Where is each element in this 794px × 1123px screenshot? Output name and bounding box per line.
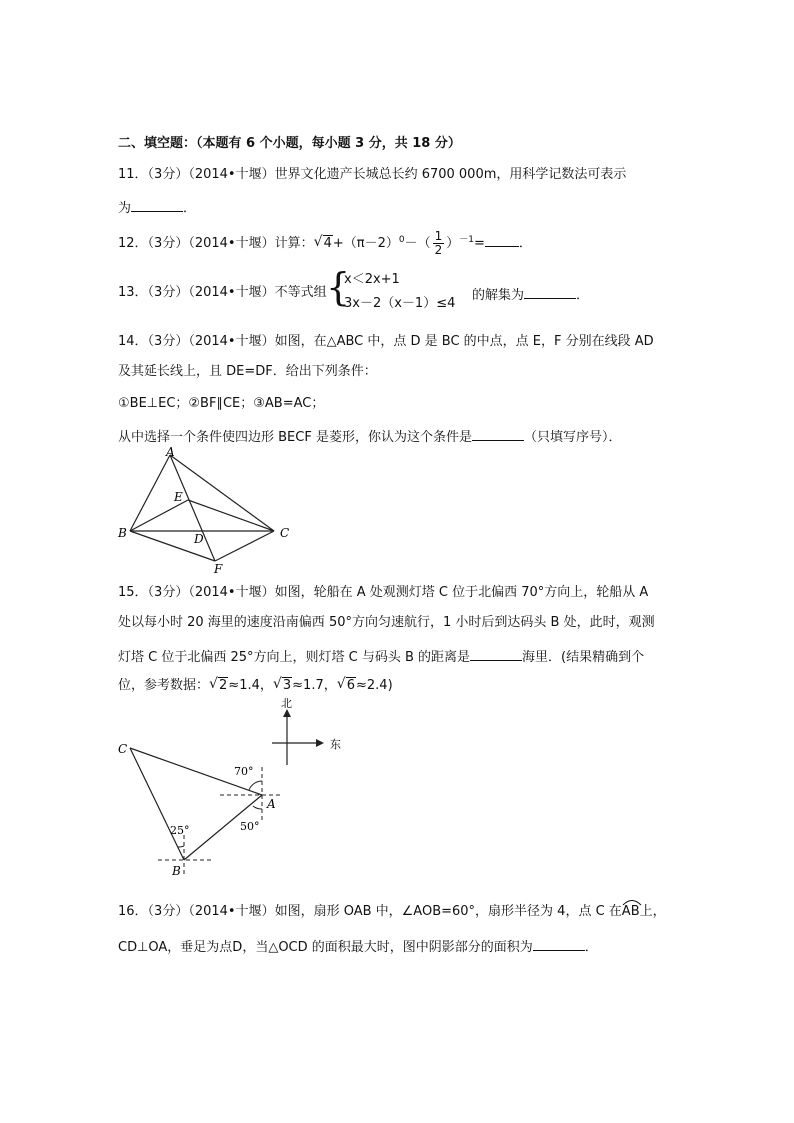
angle-25: 25°	[170, 824, 190, 837]
q12-minus: －（	[404, 236, 431, 252]
sqrt-2-radicand: 2	[219, 678, 228, 693]
question-14-line4	[118, 428, 621, 444]
arc-ab	[622, 905, 640, 918]
angle-50: 50°	[240, 820, 260, 833]
sqrt-4	[314, 237, 333, 250]
label-F: F	[214, 562, 223, 575]
sqrt-3-radicand: 3	[282, 678, 292, 693]
q11-line2-suffix: ．	[183, 201, 197, 216]
arc-mark-icon	[621, 898, 643, 906]
question-11	[118, 168, 626, 181]
figure-15-navigation	[112, 695, 352, 885]
q12-close: ）	[446, 236, 460, 252]
sqrt-6	[337, 679, 356, 692]
answer-blank-14[interactable]	[472, 428, 524, 441]
east-label: 东	[330, 738, 341, 751]
answer-blank-15[interactable]	[470, 648, 522, 661]
question-15-line4	[118, 679, 393, 692]
q12-suffix: ．	[518, 236, 532, 252]
label-B: B	[172, 864, 181, 878]
q13-suffix: ．	[576, 288, 590, 303]
question-15-line3	[118, 648, 644, 664]
q12-equals: =	[474, 236, 485, 252]
system-brace: {	[326, 265, 351, 309]
q15-line4-prefix: 位，参考数据：	[118, 678, 210, 693]
arc-ab-text: AB	[621, 904, 640, 919]
label-A: A	[267, 797, 276, 811]
north-arrow-head	[283, 709, 291, 717]
q12-exp0: 0	[398, 234, 405, 245]
question-15-line1: 15．（3分）（2014•十堰）如图，轮船在 A 处观测灯塔 C 位于北偏西 70°方向上，轮船从 A	[118, 585, 649, 600]
answer-blank-11[interactable]	[131, 199, 183, 212]
question-16-line1	[118, 905, 666, 918]
sqrt-6-value: ≈2.4)	[356, 678, 393, 693]
sqrt-4-radicand: 4	[323, 236, 332, 252]
q16-line2-prefix: CD⊥OA，垂足为点D，当△OCD 的面积最大时，图中阴影部分的面积为	[118, 940, 533, 955]
label-C: C	[280, 526, 290, 540]
question-12	[118, 230, 532, 257]
question-13-prefix: 13．（3分）（2014•十堰）不等式组	[118, 285, 327, 300]
answer-blank-12[interactable]	[485, 234, 519, 247]
question-13-tail	[472, 286, 589, 302]
label-C: C	[118, 742, 128, 756]
east-arrow-head	[316, 739, 324, 747]
sqrt-2-value: ≈1.4，	[228, 678, 273, 693]
answer-blank-13[interactable]	[524, 286, 576, 299]
figure-14-quadrilateral	[112, 445, 302, 575]
q11-text: 11．（3分）（2014•十堰）世界文化遗产长城总长约 6700 000m，用科学记数法可表示	[118, 167, 627, 182]
inequality-1: x＜2x+1	[344, 272, 400, 287]
q14-line4-suffix: （只填写序号）．	[523, 430, 622, 445]
label-A: A	[166, 445, 175, 459]
sqrt-2	[209, 679, 228, 692]
fraction-one-half	[433, 230, 445, 257]
angle-70: 70°	[234, 765, 254, 778]
q16-line2-suffix: ．	[584, 940, 598, 955]
frac-denominator: 2	[434, 243, 443, 258]
sqrt-3	[273, 679, 292, 692]
inequality-2: 3x－2（x－1）≤4	[344, 296, 456, 311]
q14-line4-prefix: 从中选择一个条件使四边形 BECF 是菱形，你认为这个条件是	[118, 430, 472, 445]
q13-mid: 的解集为	[472, 288, 525, 303]
frac-numerator: 1	[434, 229, 443, 243]
q16-line1-prefix: 16．（3分）（2014•十堰）如图，扇形 OAB 中，∠AOB=60°，扇形半径为 4，点 C 在	[118, 904, 622, 919]
q12-plus-part: +（π－2）	[332, 236, 399, 252]
sqrt-6-radicand: 6	[346, 678, 356, 693]
label-B: B	[118, 526, 127, 540]
question-11-line2	[118, 199, 196, 215]
q12-prefix: 12．（3分）（2014•十堰）计算：	[118, 236, 314, 252]
question-14-line2: 及其延长线上，且 DE=DF．给出下列条件：	[118, 364, 377, 379]
question-14-conditions: ①BE⊥EC；②BF∥CE；③AB=AC；	[118, 396, 325, 411]
q11-line2-prefix: 为	[118, 201, 132, 216]
question-15-line2: 处以每小时 20 海里的速度沿南偏西 50°方向匀速航行，1 小时后到达码头 B 处，此时，观测	[118, 615, 655, 630]
question-14-line1: 14．（3分）（2014•十堰）如图，在△ABC 中，点 D 是 BC 的中点，点 E，F 分别在线段 AD	[118, 334, 654, 349]
question-16-line2	[118, 938, 598, 954]
sqrt-3-value: ≈1.7，	[292, 678, 337, 693]
label-D: D	[194, 532, 204, 546]
q15-line3-suffix: 海里．(结果精确到个	[522, 650, 645, 665]
answer-blank-16[interactable]	[533, 938, 585, 951]
q15-line3-prefix: 灯塔 C 位于北偏西 25°方向上，则灯塔 C 与码头 B 的距离是	[118, 650, 471, 665]
label-E: E	[174, 490, 183, 504]
q12-exp-neg1: －1	[459, 234, 474, 245]
section-heading: 二、填空题：（本题有 6 个小题，每小题 3 分，共 18 分）	[118, 136, 461, 151]
north-label: 北	[281, 697, 292, 710]
q16-line1-suffix: 上，	[639, 904, 666, 919]
